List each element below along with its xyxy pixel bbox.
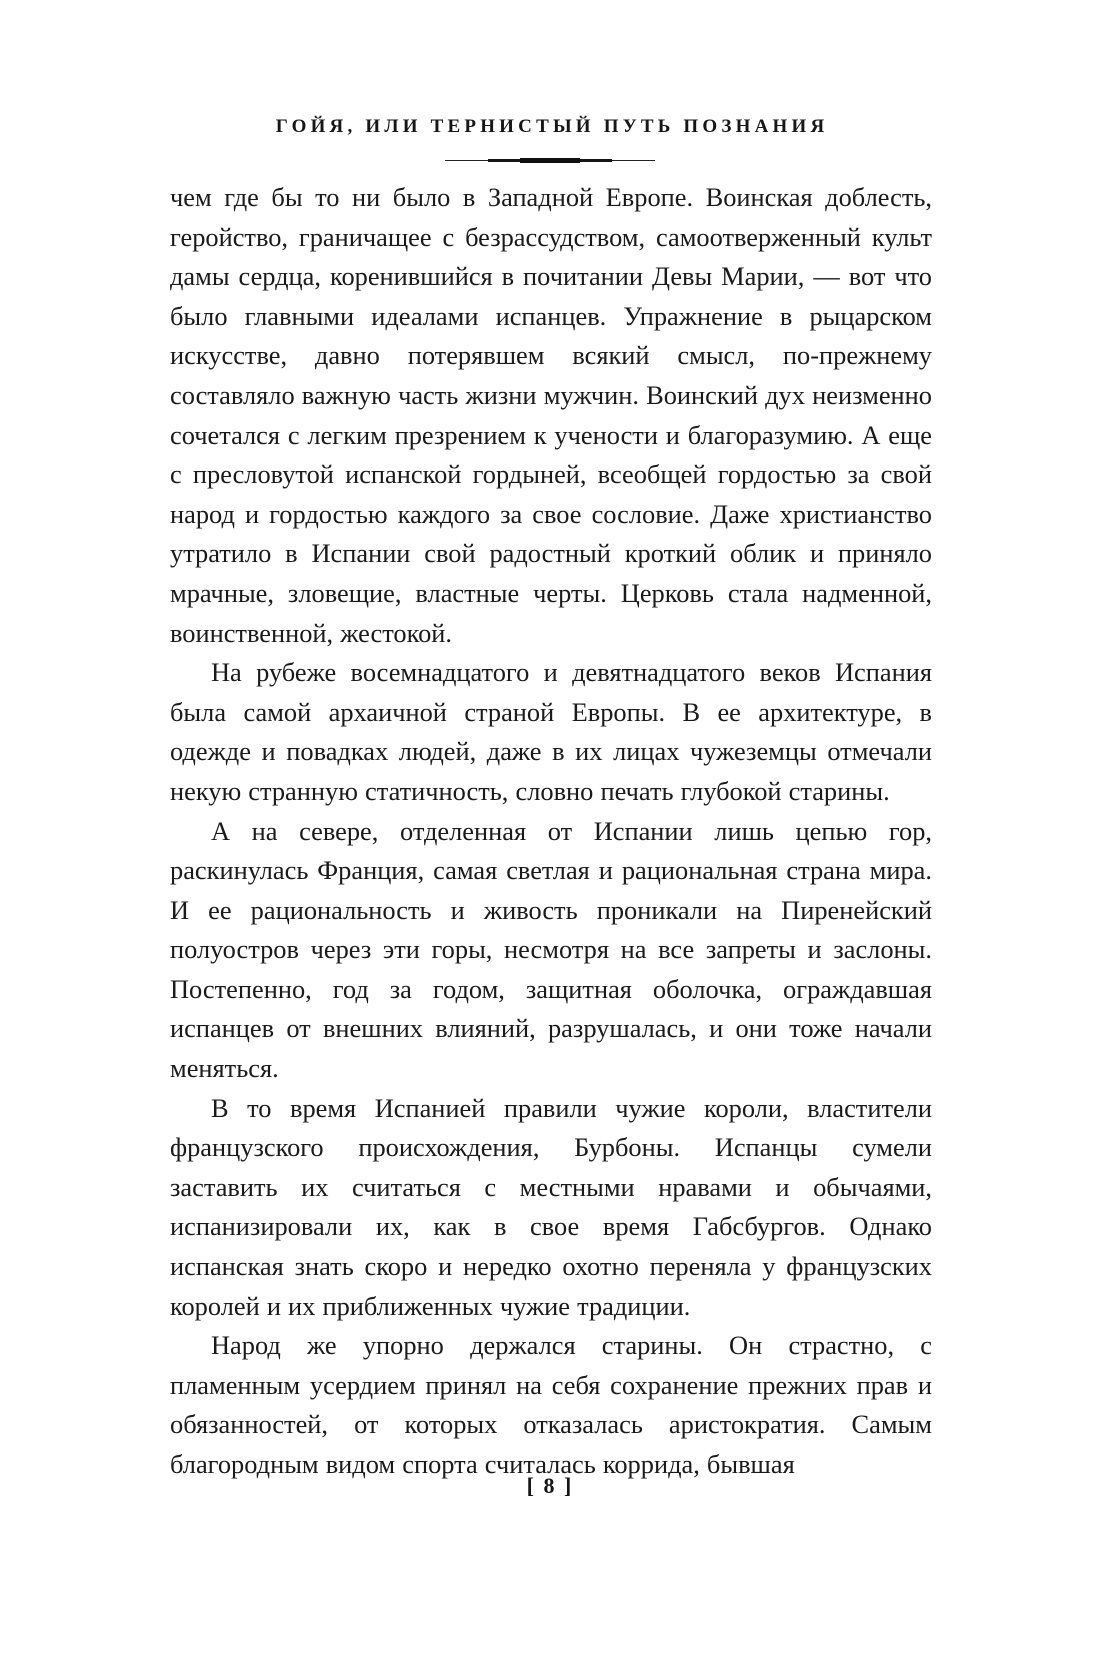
paragraph: На рубеже восемнадцатого и девятнадцатого веков Испания была самой архаичной страной Европы. В ее архитектуре, в одежде и повадках людей, даже в их лицах чужеземцы отмечали некую странную статичность, словно печать глубокой старины. <box>170 657 932 806</box>
running-header: ГОЙЯ, ИЛИ ТЕРНИСТЫЙ ПУТЬ ПОЗНАНИЯ <box>275 116 829 137</box>
rule-segment-mid-right <box>580 159 611 162</box>
rule-segment-thin-left <box>445 160 488 161</box>
body-text-block <box>170 178 932 1485</box>
paragraph: чем где бы то ни было в Западной Европе. Воинская доблесть, геройство, граничащее с безрассудством, самоотверженный культ дамы сердца, коренившийся в почитании Девы Марии, — вот что было главными идеалами испанцев. Упражнение в рыцарском искусстве, давно потерявшем всякий смысл, по-прежнему составляло важную часть жизни мужчин. Воинский дух неизменно сочетался с легким презрением к учености и благоразумию. А еще с пресловутой испанской гордыней, всеобщей гордостью за свой народ и гордостью каждого за свое сословие. Даже христианство утратило в Испании свой радостный кроткий облик и приняло мрачные, зловещие, властные черты. Церковь стала надменной, воинственной, жестокой. <box>170 182 932 648</box>
rule-segment-mid-left <box>488 159 519 162</box>
decorative-rule-ornament <box>445 157 655 164</box>
page-number: [ 8 ] <box>526 1473 574 1498</box>
paragraph: Народ же упорно держался старины. Он страстно, с пламенным усердием принял на себя сохранение прежних прав и обязанностей, от которых отказалась аристократия. Самым благородным видом спорта считалась коррида, бывшая <box>170 1330 932 1479</box>
rule-segment-thin-right <box>612 160 655 161</box>
paragraph: А на севере, отделенная от Испании лишь цепью гор, раскинулась Франция, самая светлая и рациональная страна мира. И ее рациональность и живость проникали на Пиренейский полуостров через эти горы, несмотря на все запреты и заслоны. Постепенно, год за годом, защитная оболочка, ограждавшая испанцев от внешних влияний, разрушалась, и они тоже начали меняться. <box>170 815 932 1084</box>
rule-segment-thick-center <box>520 158 581 163</box>
paragraph: В то время Испанией правили чужие короли, властители французского происхождения, Бурбоны. Испанцы сумели заставить их считаться с местными нравами и обычаями, испанизировали их, как в свое время Габсбургов. Однако испанская знать скоро и нередко охотно переняла у французских королей и их приближенных чужие традиции. <box>170 1092 932 1321</box>
